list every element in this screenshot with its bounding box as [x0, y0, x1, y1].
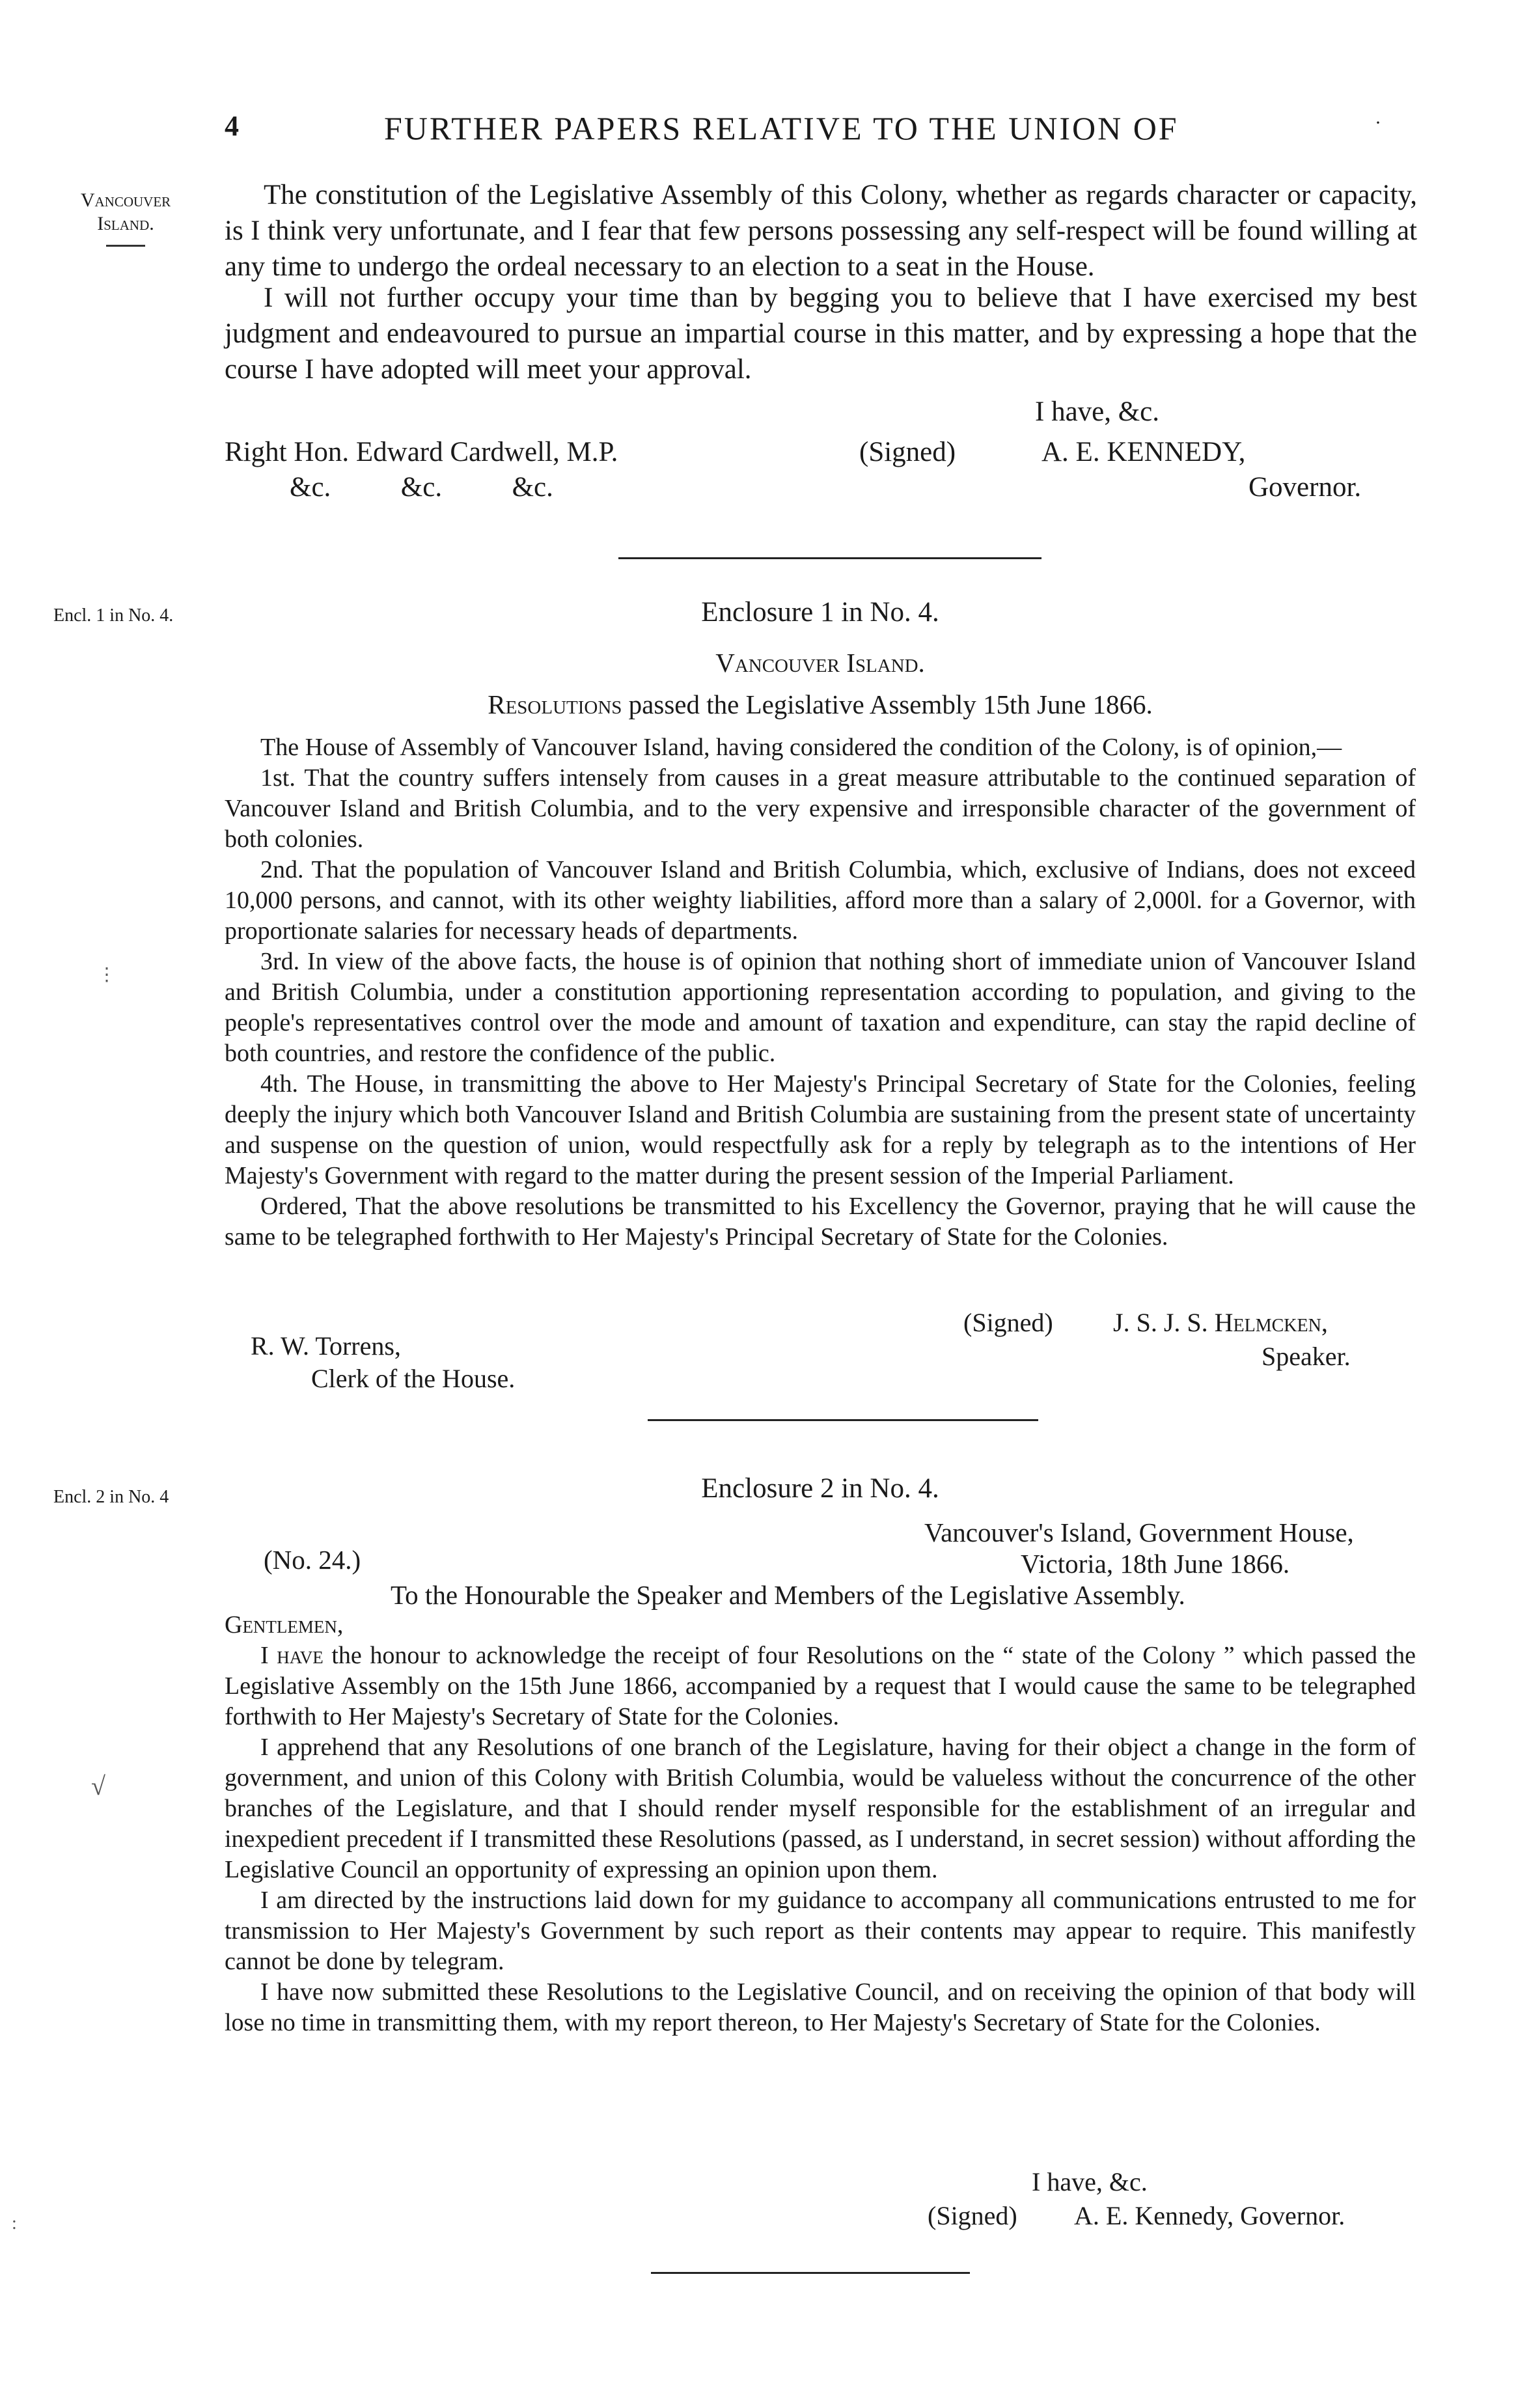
enclosure1-intro: The House of Assembly of Vancouver Island, having considered the condition of the Colony, is of opinion,—	[260, 734, 1342, 761]
enclosure1-heading	[225, 689, 1416, 720]
enclosure2-signed: (Signed)	[928, 2201, 1017, 2230]
stray-mark: ⋮	[98, 965, 116, 985]
letter-closing: I have, &c.	[1035, 396, 1160, 427]
resolution-1: 1st. That the country suffers intensely from causes in a great measure attributable to the continued separation of Vancouver Island and British Columbia, and to the very expensive and irresponsible character of the government of both colonies.	[225, 764, 1416, 853]
enclosure2-to: To the Honourable the Speaker and Members of the Legislative Assembly.	[391, 1580, 1185, 1610]
enclosure2-number: (No. 24.)	[264, 1545, 361, 1575]
margin-note-line1: Vancouver	[80, 189, 171, 211]
letter-signer-title: Governor.	[1248, 472, 1362, 503]
enclosure1-clerk-name: R. W. Torrens,	[251, 1331, 401, 1361]
letter-addressee: Right Hon. Edward Cardwell, M.P.	[225, 437, 618, 467]
speaker-surname: J. S. Helmcken,	[1163, 1308, 1328, 1337]
resolution-4: 4th. The House, in transmitting the above to Her Majesty's Principal Secretary of State for the Colonies, feeling deeply the injury which both Vancouver Island and British Columbia are sustaining from the present state of uncertainty and suspense on the question of union, would respectfully ask for a reply by telegraph as to the intentions of Her Majesty's Government with regard to the matter during the present session of the Imperial Parliament.	[225, 1070, 1416, 1189]
page-number: 4	[225, 110, 239, 142]
margin-note-line2: Island.	[97, 213, 154, 234]
letter-signed: (Signed)	[859, 437, 956, 467]
divider-3	[651, 2272, 970, 2274]
enclosure1-ordered: Ordered, That the above resolutions be transmitted to his Excellency the Governor, praying that he will cause the same to be telegraphed forthwith to Her Majesty's Principal Secretary of State for the Colonies.	[225, 1193, 1416, 1251]
enclosure2-title: Enclosure 2 in No. 4.	[701, 1473, 939, 1504]
enclosure2-paragraph-3: I am directed by the instructions laid down for my guidance to accompany all communications entrusted to me for transmission to Her Majesty's Government by such report as their contents may appear to require. This manifestly cannot be done by telegram.	[225, 1887, 1416, 1975]
enclosure2-paragraph-4: I have now submitted these Resolutions to the Legislative Council, and on receiving the opinion of that body will lose no time in transmitting them, with my report thereon, to Her Majesty's Secretary of State for the Colonies.	[225, 1978, 1416, 2036]
header-dot: ·	[1375, 112, 1381, 133]
enclosure1-signed: (Signed)	[963, 1308, 1053, 1337]
divider-1	[618, 557, 1041, 559]
enclosure1-speaker-title: Speaker.	[1262, 1342, 1351, 1371]
enclosure1-title: Enclosure 1 in No. 4.	[701, 597, 939, 628]
enclosure2-paragraph-1	[225, 1640, 1416, 1732]
enclosure2-p1-rest: the honour to acknowledge the receipt of four Resolutions on the “ state of the Colony ” which passed the Legislative Assembly on the 15th June 1866, accompanied by a request that I would cause the same to be telegraphed forthwith to Her Majesty's Secretary of State for the Colonies.	[225, 1642, 1416, 1730]
enclosure1-body	[225, 732, 1416, 1252]
enclosure1-clerk-title: Clerk of the House.	[311, 1364, 516, 1393]
enclosure2-salutation: Gentlemen,	[225, 1611, 344, 1639]
margin-note-vancouver-island	[25, 189, 227, 247]
enclosure2-paragraph-2: I apprehend that any Resolutions of one branch of the Legislature, having for their object a change in the form of government, and union of this Colony with British Columbia, would be valueless without the concurrence of the other branches of the Legislature, and that I should render myself responsible for the establishment of an irregular and inexpedient precedent if I transmitted these Resolutions (passed, as I understand, in secret session) without affording the Legislative Council an opportunity of expressing an opinion upon them.	[225, 1734, 1416, 1883]
enclosure1-speaker-name: J. S. J. S. Helmcken,	[1113, 1308, 1328, 1337]
enclosure2-body	[225, 1610, 1416, 2038]
enclosure2-date: Victoria, 18th June 1866.	[1021, 1549, 1290, 1579]
lead-words: I have	[260, 1642, 324, 1669]
resolution-3: 3rd. In view of the above facts, the house is of opinion that nothing short of immediate union of Vancouver Island and British Columbia, under a constitution apportioning representation according to population, and giving to the people's representatives control over the mode and amount of taxation and expenditure, can stay the rapid decline of both countries, and restore the confidence of the public.	[225, 948, 1416, 1067]
margin-note-encl2: Encl. 2 in No. 4	[53, 1487, 169, 1507]
resolutions-word: Resolutions	[488, 689, 622, 719]
enclosure2-signer: A. E. Kennedy, Governor.	[1074, 2201, 1345, 2230]
letter-paragraph-2: I will not further occupy your time than by begging you to believe that I have exercised my best judgment and endeavoured to pursue an impartial course in this matter, and by expressing a hope that the course I have adopted will meet your approval.	[225, 283, 1417, 385]
letter-signer: A. E. KENNEDY,	[1041, 437, 1246, 467]
divider-2	[648, 1419, 1038, 1421]
margin-dash	[106, 245, 145, 247]
letter-etc: &c. &c. &c.	[290, 472, 553, 503]
enclosure2-place: Vancouver's Island, Government House,	[924, 1517, 1354, 1547]
margin-note-encl1: Encl. 1 in No. 4.	[53, 605, 174, 626]
letter-paragraph-1: The constitution of the Legislative Assembly of this Colony, whether as regards character or capacity, is I think very unfortunate, and I fear that few persons possessing any self-respect will be found willing at any time to undergo the ordeal necessary to an election to a seat in the House.	[225, 180, 1417, 282]
running-header: FURTHER PAPERS RELATIVE TO THE UNION OF	[384, 110, 1179, 146]
enclosure1-subtitle: Vancouver Island.	[715, 648, 925, 678]
enclosure2-closing: I have, &c.	[1032, 2167, 1148, 2196]
resolution-2: 2nd. That the population of Vancouver Island and British Columbia, which, exclusive of Indians, does not exceed 10,000 persons, and cannot, with its other weighty liabilities, afford more than a salary of 2,000l. for a Governor, with proportionate salaries for necessary heads of departments.	[225, 856, 1416, 945]
resolutions-rest: passed the Legislative Assembly 15th June 1866.	[622, 689, 1153, 719]
stray-mark-left: :	[12, 2213, 17, 2234]
check-mark: √	[91, 1771, 105, 1801]
